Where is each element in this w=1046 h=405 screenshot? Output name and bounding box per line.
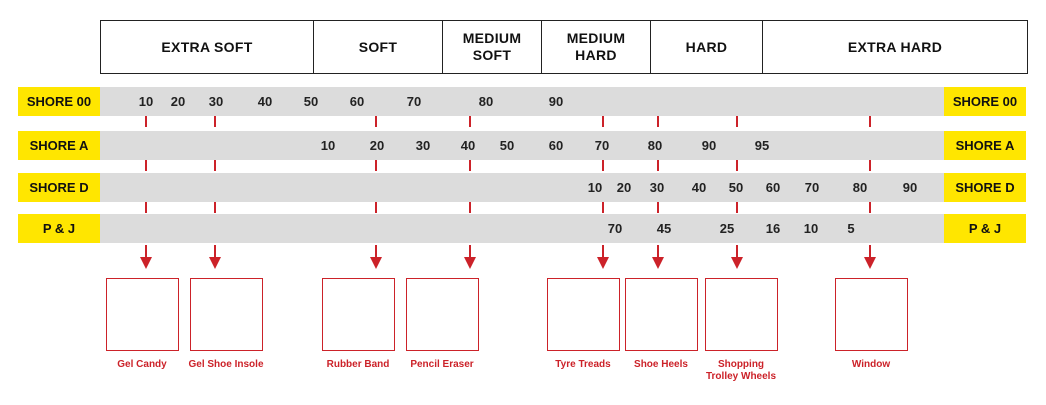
arrow-tick xyxy=(657,202,659,213)
scale-band-shore-00 xyxy=(100,87,944,116)
arrow-tick xyxy=(375,116,377,127)
arrow-stem xyxy=(869,245,871,257)
scale-value: 50 xyxy=(728,180,744,195)
arrow-stem xyxy=(214,245,216,257)
example-image-gel-candy xyxy=(106,278,179,351)
example-caption-pencil-eraser: Pencil Eraser xyxy=(410,359,474,370)
scale-value: 30 xyxy=(649,180,665,195)
arrow-tick xyxy=(469,202,471,213)
scale-value: 40 xyxy=(257,94,273,109)
scale-value: 60 xyxy=(349,94,365,109)
category-soft: SOFT xyxy=(314,20,443,74)
arrow-head-icon xyxy=(731,257,743,269)
scale-value: 10 xyxy=(587,180,603,195)
scale-value: 5 xyxy=(847,221,855,236)
category-extra-hard: EXTRA HARD xyxy=(763,20,1028,74)
arrow-tick xyxy=(469,116,471,127)
arrow-tick xyxy=(869,116,871,127)
arrow-stem xyxy=(736,245,738,257)
scale-value: 70 xyxy=(804,180,820,195)
scale-value: 90 xyxy=(701,138,717,153)
arrow-head-icon xyxy=(140,257,152,269)
arrow-tick xyxy=(736,160,738,171)
arrow-tick xyxy=(214,160,216,171)
example-caption-gel-shoe-insole: Gel Shoe Insole xyxy=(188,359,264,370)
scale-band-shore-a xyxy=(100,131,944,160)
arrow-stem xyxy=(602,245,604,257)
arrow-tick xyxy=(602,160,604,171)
arrow-stem xyxy=(145,245,147,257)
arrow-tick xyxy=(602,116,604,127)
scale-value: 20 xyxy=(616,180,632,195)
example-image-shopping-trolley-wheels xyxy=(705,278,778,351)
arrow-head-icon xyxy=(209,257,221,269)
scale-value: 45 xyxy=(656,221,672,236)
scale-value: 10 xyxy=(803,221,819,236)
example-image-window xyxy=(835,278,908,351)
scale-label-shore-00: SHORE 00 xyxy=(18,87,100,116)
arrow-head-icon xyxy=(652,257,664,269)
scale-value: 20 xyxy=(170,94,186,109)
scale-label-right-shore-a: SHORE A xyxy=(944,131,1026,160)
scale-value: 80 xyxy=(647,138,663,153)
scale-label-p-j: P & J xyxy=(18,214,100,243)
example-image-gel-shoe-insole xyxy=(190,278,263,351)
arrow-head-icon xyxy=(464,257,476,269)
category-hard: HARD xyxy=(651,20,763,74)
scale-value: 50 xyxy=(303,94,319,109)
scale-label-right-shore-00: SHORE 00 xyxy=(944,87,1026,116)
example-caption-tyre-treads: Tyre Treads xyxy=(555,359,611,370)
scale-label-shore-d: SHORE D xyxy=(18,173,100,202)
example-caption-window: Window xyxy=(851,359,891,370)
scale-value: 80 xyxy=(478,94,494,109)
scale-value: 20 xyxy=(369,138,385,153)
scale-value: 25 xyxy=(719,221,735,236)
arrow-head-icon xyxy=(597,257,609,269)
arrow-tick xyxy=(869,160,871,171)
scale-value: 30 xyxy=(415,138,431,153)
example-image-pencil-eraser xyxy=(406,278,479,351)
arrow-tick xyxy=(736,202,738,213)
scale-value: 10 xyxy=(138,94,154,109)
scale-label-right-p-j: P & J xyxy=(944,214,1026,243)
scale-value: 90 xyxy=(548,94,564,109)
arrow-tick xyxy=(145,202,147,213)
category-medium-hard: MEDIUM HARD xyxy=(542,20,651,74)
scale-label-right-shore-d: SHORE D xyxy=(944,173,1026,202)
example-caption-shoe-heels: Shoe Heels xyxy=(634,359,688,370)
arrow-tick xyxy=(602,202,604,213)
scale-value: 40 xyxy=(691,180,707,195)
example-caption-gel-candy: Gel Candy xyxy=(117,359,167,370)
arrow-head-icon xyxy=(370,257,382,269)
arrow-tick xyxy=(736,116,738,127)
arrow-tick xyxy=(145,116,147,127)
scale-value: 95 xyxy=(754,138,770,153)
scale-value: 70 xyxy=(594,138,610,153)
category-extra-soft: EXTRA SOFT xyxy=(100,20,314,74)
arrow-stem xyxy=(469,245,471,257)
arrow-stem xyxy=(375,245,377,257)
example-image-rubber-band xyxy=(322,278,395,351)
scale-value: 16 xyxy=(765,221,781,236)
scale-value: 70 xyxy=(607,221,623,236)
example-image-shoe-heels xyxy=(625,278,698,351)
category-medium-soft: MEDIUM SOFT xyxy=(443,20,542,74)
example-caption-rubber-band: Rubber Band xyxy=(326,359,390,370)
scale-value: 40 xyxy=(460,138,476,153)
scale-value: 10 xyxy=(320,138,336,153)
scale-label-shore-a: SHORE A xyxy=(18,131,100,160)
arrow-tick xyxy=(657,116,659,127)
arrow-tick xyxy=(375,160,377,171)
arrow-tick xyxy=(214,202,216,213)
scale-value: 70 xyxy=(406,94,422,109)
scale-value: 90 xyxy=(902,180,918,195)
arrow-head-icon xyxy=(864,257,876,269)
arrow-tick xyxy=(214,116,216,127)
arrow-tick xyxy=(145,160,147,171)
arrow-stem xyxy=(657,245,659,257)
arrow-tick xyxy=(869,202,871,213)
arrow-tick xyxy=(469,160,471,171)
scale-value: 80 xyxy=(852,180,868,195)
arrow-tick xyxy=(375,202,377,213)
scale-value: 50 xyxy=(499,138,515,153)
scale-value: 60 xyxy=(765,180,781,195)
arrow-tick xyxy=(657,160,659,171)
scale-value: 60 xyxy=(548,138,564,153)
scale-value: 30 xyxy=(208,94,224,109)
example-image-tyre-treads xyxy=(547,278,620,351)
example-caption-shopping-trolley-wheels: Shopping Trolley Wheels xyxy=(705,359,777,382)
